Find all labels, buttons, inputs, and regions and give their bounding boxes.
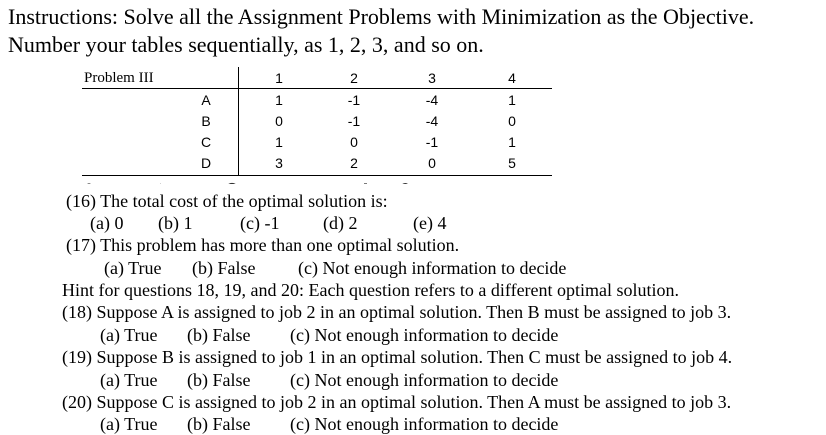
column-header: 3: [428, 70, 436, 86]
question-19-options: [100, 369, 600, 391]
table-cell: -1: [347, 92, 361, 108]
question-19: (19) Suppose B is assigned to job 1 in an optimal solution. Then C must be assigned to job 4.: [62, 347, 733, 367]
table-cell: 1: [508, 134, 516, 150]
cropped-text-marks: [82, 181, 462, 184]
row-label: D: [200, 155, 212, 171]
option-d: (d) 2: [323, 213, 358, 233]
table-cell: -1: [347, 113, 361, 129]
question-18-options: [100, 324, 600, 346]
table-cell: -4: [425, 92, 439, 108]
problem-table: [82, 67, 552, 177]
table-cell: 2: [350, 155, 358, 171]
instructions-line-2: Number your tables sequentially, as 1, 2, 3, and so on.: [8, 32, 484, 57]
table-cell: 1: [275, 134, 283, 150]
option-b: (b) False: [187, 414, 251, 434]
table-cell: 1: [508, 92, 516, 108]
option-b: (b) False: [192, 258, 256, 278]
question-20-options: [100, 413, 600, 435]
option-a: (a) True: [100, 414, 158, 434]
table-column-divider: [238, 67, 239, 176]
option-a: (a) True: [104, 258, 162, 278]
row-label: A: [201, 92, 211, 108]
question-16-options: [90, 212, 490, 234]
option-e: (e) 4: [413, 213, 447, 233]
option-a: (a) True: [100, 370, 158, 390]
option-b: (b) False: [187, 370, 251, 390]
option-c: (c) Not enough information to decide: [290, 370, 559, 390]
table-cell: 0: [275, 113, 283, 129]
option-c: (c) Not enough information to decide: [290, 414, 559, 434]
option-c: (c) -1: [240, 213, 280, 233]
question-18: (18) Suppose A is assigned to job 2 in an optimal solution. Then B must be assigned to job 3.: [62, 302, 732, 322]
table-cell: 1: [275, 92, 283, 108]
question-17: (17) This problem has more than one optimal solution.: [66, 235, 460, 255]
option-a: (a) 0: [90, 213, 124, 233]
question-20: (20) Suppose C is assigned to job 2 in an optimal solution. Then A must be assigned to job 3.: [62, 392, 732, 412]
row-label: B: [201, 113, 211, 129]
option-c: (c) Not enough information to decide: [290, 325, 559, 345]
option-b: (b) 1: [158, 213, 193, 233]
option-b: (b) False: [187, 325, 251, 345]
option-a: (a) True: [100, 325, 158, 345]
table-cell: 3: [275, 155, 283, 171]
column-header: 4: [508, 70, 516, 86]
row-label: C: [200, 134, 212, 150]
cropped-text-remnant: [82, 176, 462, 184]
instructions-line-1: Instructions: Solve all the Assignment Problems with Minimization as the Objective.: [8, 4, 755, 29]
option-c: (c) Not enough information to decide: [298, 258, 567, 278]
hint: Hint for questions 18, 19, and 20: Each question refers to a different optimal solution.: [62, 280, 680, 300]
table-cell: 0: [508, 113, 516, 129]
column-header: 1: [275, 70, 283, 86]
table-cell: -4: [425, 113, 439, 129]
table-cell: 5: [508, 155, 516, 171]
question-16: (16) The total cost of the optimal solution is:: [66, 191, 388, 211]
table-cell: 0: [350, 134, 358, 150]
table-title: Problem III: [84, 70, 154, 86]
table-cell: 0: [428, 155, 436, 171]
table-cell: -1: [425, 134, 439, 150]
column-header: 2: [350, 70, 358, 86]
question-17-options: [104, 257, 604, 279]
table-header-rule: [82, 88, 552, 89]
